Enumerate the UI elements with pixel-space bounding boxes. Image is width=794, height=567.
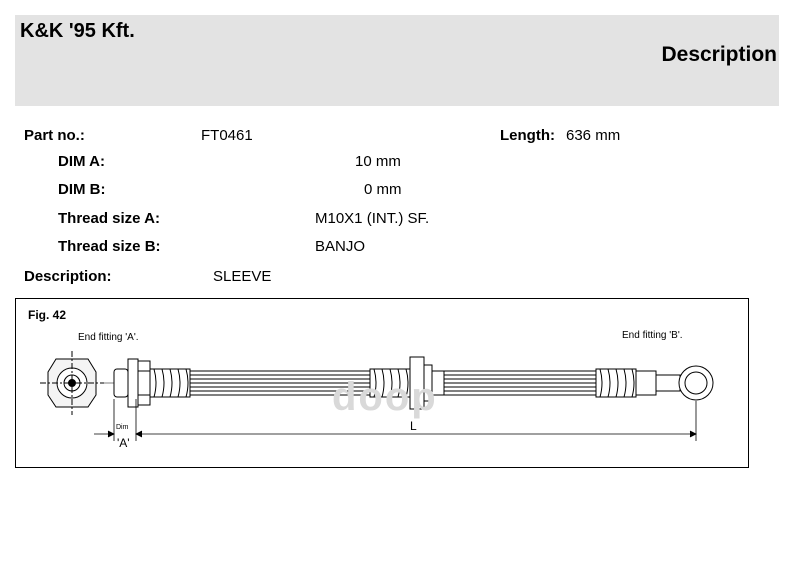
hose-section-2 bbox=[444, 371, 596, 395]
description-value: SLEEVE bbox=[213, 268, 272, 285]
part-no-label: Part no.: bbox=[24, 127, 85, 144]
dim-b-label: DIM B: bbox=[58, 181, 106, 198]
dim-a-mark: 'A' bbox=[117, 436, 130, 450]
watermark-logo: doop bbox=[332, 375, 438, 419]
length-value: 636 mm bbox=[566, 127, 621, 144]
page-title: Description bbox=[661, 43, 777, 66]
description-label: Description: bbox=[24, 268, 112, 285]
figure-label: Fig. 42 bbox=[28, 308, 67, 322]
dim-small-label: Dim bbox=[116, 424, 129, 431]
dim-a-value: 10 mm bbox=[355, 153, 401, 170]
part-no-value: FT0461 bbox=[201, 127, 253, 144]
length-label: Length: bbox=[500, 127, 555, 144]
thread-a-value: M10X1 (INT.) SF. bbox=[315, 210, 430, 227]
end-fitting-b-label: End fitting 'B'. bbox=[622, 330, 683, 341]
company-name: K&K '95 Kft. bbox=[20, 20, 135, 42]
end-fitting-a-label: End fitting 'A'. bbox=[78, 332, 139, 343]
end-a-front-view bbox=[40, 351, 104, 415]
end-a-fitting bbox=[114, 359, 190, 407]
length-mark: L bbox=[410, 419, 417, 433]
dim-b-value: 0 mm bbox=[364, 181, 402, 198]
dim-a-label: DIM A: bbox=[58, 153, 105, 170]
header-band bbox=[15, 15, 779, 106]
thread-b-value: BANJO bbox=[315, 238, 366, 255]
end-b-banjo bbox=[596, 366, 713, 400]
thread-b-label: Thread size B: bbox=[58, 238, 161, 255]
thread-a-label: Thread size A: bbox=[58, 210, 160, 227]
